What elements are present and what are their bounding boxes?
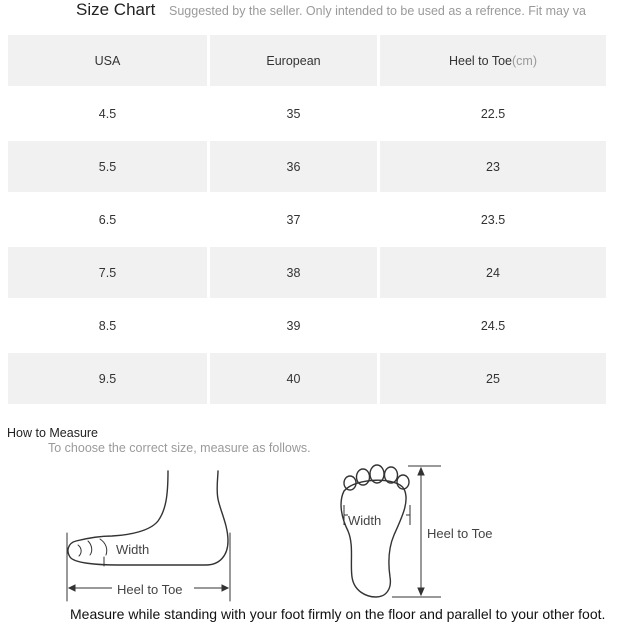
heel-to-toe-header-label: Heel to Toe: [448, 53, 512, 68]
column-header-usa: USA: [8, 35, 207, 86]
heel-to-toe-unit: (cm): [512, 53, 537, 68]
seller-note: Suggested by the seller. Only intended to be used as a refrence. Fit may va: [169, 4, 586, 18]
table-header-row: [8, 35, 606, 88]
usa-size-cell: 5.5: [8, 141, 207, 192]
size-chart-header: [0, 0, 619, 24]
usa-size-cell: 8.5: [98, 318, 117, 333]
column-header-heel-to-toe: [380, 35, 606, 86]
measurement-footnote: Measure while standing with your foot firmly on the floor and parallel to your other foot.: [70, 606, 606, 622]
toe-icon: [357, 469, 370, 485]
usa-size-cell: 7.5: [8, 247, 207, 298]
european-size-cell: 37: [286, 212, 301, 227]
usa-size-cell: 9.5: [8, 353, 207, 404]
table-row: [8, 194, 606, 247]
column-header-european: European: [210, 35, 377, 86]
sole-length-label: Heel to Toe: [427, 526, 493, 541]
measurement-illustration: [0, 455, 619, 605]
side-width-label: Width: [116, 542, 150, 557]
table-row: [8, 353, 606, 406]
how-to-measure-subtitle: To choose the correct size, measure as follows.: [48, 441, 311, 455]
heel-to-toe-cell: 22.5: [480, 106, 506, 121]
usa-size-cell: 4.5: [98, 106, 117, 121]
european-size-cell: 38: [210, 247, 377, 298]
european-size-cell: 36: [210, 141, 377, 192]
size-table: [8, 35, 606, 406]
toe-icon: [344, 476, 356, 490]
heel-to-toe-cell: 24: [380, 247, 606, 298]
how-to-measure-heading: How to Measure: [7, 426, 99, 440]
usa-size-cell: 6.5: [98, 212, 117, 227]
size-chart-title: Size Chart: [76, 0, 156, 19]
table-row: [8, 300, 606, 353]
foot-sole-outline-icon: [341, 480, 406, 597]
heel-to-toe-cell: 23: [380, 141, 606, 192]
table-row: [8, 247, 606, 300]
sole-width-label: Width: [348, 513, 382, 528]
side-length-label: Heel to Toe: [117, 582, 183, 597]
european-size-cell: 39: [286, 318, 301, 333]
european-size-cell: 35: [286, 106, 301, 121]
heel-to-toe-cell: 24.5: [480, 318, 506, 333]
heel-to-toe-cell: 25: [380, 353, 606, 404]
heel-to-toe-cell: 23.5: [480, 212, 506, 227]
table-row: [8, 141, 606, 194]
european-size-cell: 40: [210, 353, 377, 404]
toe-icon: [385, 467, 398, 483]
table-row: [8, 88, 606, 141]
